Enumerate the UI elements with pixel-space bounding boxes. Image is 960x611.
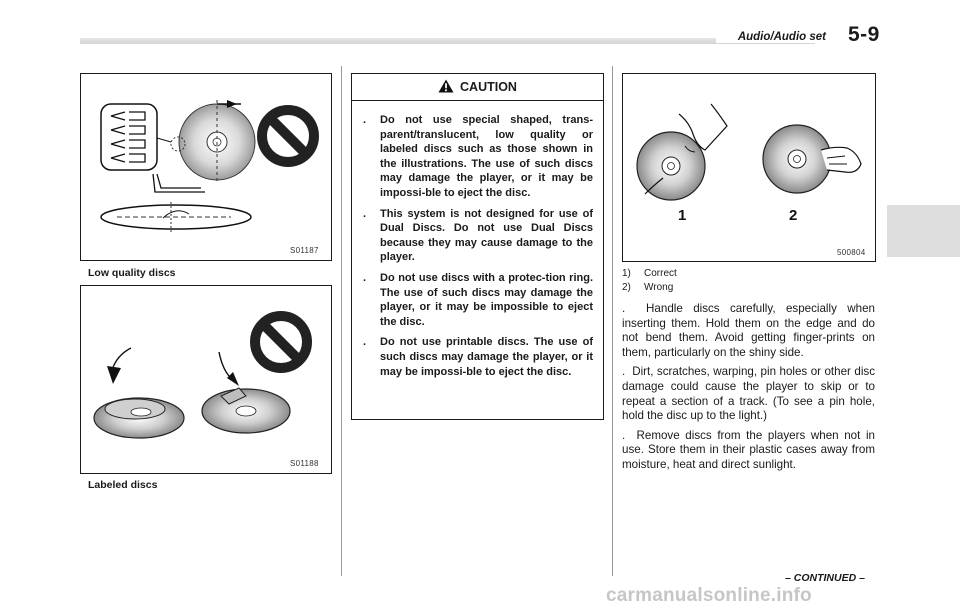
figure-code: S01188 bbox=[290, 459, 319, 468]
chapter-tab bbox=[887, 205, 960, 257]
body-paragraph-text: Remove discs from the players when not in use. Store them in their plastic cases away from moisture, heat and direct sunlight. bbox=[622, 428, 875, 471]
figure-label-2: 2 bbox=[789, 207, 798, 224]
caution-item-text: Do not use printable discs. The use of such discs may damage the player, or it may be impossi-ble to eject the disc. bbox=[380, 336, 593, 378]
bullet: . bbox=[363, 336, 367, 349]
body-paragraph-text: Handle discs carefully, especially when inserting them. Hold them on the edge and do not bend them. Avoid getting finger-prints on them, particularly on the shiny side. bbox=[622, 302, 875, 359]
legend-item bbox=[622, 267, 677, 281]
legend-number: 2) bbox=[622, 281, 631, 293]
legend-number: 1) bbox=[622, 268, 631, 279]
caution-box bbox=[351, 73, 604, 420]
caution-title: CAUTION bbox=[460, 80, 517, 94]
caution-list bbox=[352, 101, 603, 379]
body-text bbox=[622, 302, 875, 478]
body-paragraph bbox=[622, 302, 875, 360]
figure-labeled-discs bbox=[80, 285, 332, 474]
bullet: . bbox=[363, 271, 367, 284]
figure-caption: Low quality discs bbox=[88, 267, 176, 279]
body-paragraph-text: Dirt, scratches, warping, pin holes or other disc damage could cause the player to skip or to repeat a section of a track. (To see a pin hole, hold the disc up to the light.) bbox=[622, 365, 875, 423]
section-title: Audio/Audio set bbox=[716, 31, 830, 43]
disc-handling-illustration bbox=[623, 74, 875, 261]
caution-item-text: Do not use discs with a protec-tion ring. The use of such discs may damage the player, or it may be impossible to eject the disc. bbox=[380, 271, 593, 328]
bullet: . bbox=[622, 302, 626, 315]
page-number: 5-9 bbox=[848, 23, 880, 46]
header-rule bbox=[80, 38, 815, 44]
figure-caption: Labeled discs bbox=[88, 479, 158, 491]
caution-item bbox=[363, 113, 593, 201]
bullet: . bbox=[622, 365, 626, 379]
legend-text: Wrong bbox=[644, 281, 674, 293]
legend-text: Correct bbox=[644, 268, 677, 279]
bullet: . bbox=[363, 207, 367, 220]
column-divider bbox=[341, 66, 342, 576]
body-paragraph bbox=[622, 429, 875, 473]
column-divider bbox=[612, 66, 613, 576]
watermark-logo: carmanualsonline.info bbox=[606, 585, 812, 606]
figure-disc-handling bbox=[622, 73, 876, 262]
caution-item-text: Do not use special shaped, trans-parent/translucent, low quality or labeled discs such as those shown in the illustrations. The use of such discs may damage the player, or it may be impossi-ble to eject the disc. bbox=[380, 114, 593, 199]
labeled-disc-illustration bbox=[81, 286, 331, 473]
caution-header bbox=[352, 74, 603, 101]
caution-item bbox=[363, 335, 593, 379]
low-quality-disc-illustration bbox=[81, 74, 331, 260]
warning-icon bbox=[438, 76, 454, 102]
figure-code: S01187 bbox=[290, 246, 319, 255]
bullet: . bbox=[622, 428, 626, 442]
figure-low-quality-discs bbox=[80, 73, 332, 261]
caution-item bbox=[363, 207, 593, 265]
caution-item bbox=[363, 271, 593, 329]
bullet: . bbox=[363, 114, 367, 126]
continued-marker: – CONTINUED – bbox=[785, 572, 865, 584]
figure-legend bbox=[622, 267, 677, 294]
legend-item bbox=[622, 281, 677, 295]
figure-code: 500804 bbox=[837, 248, 866, 257]
figure-label-1: 1 bbox=[678, 207, 687, 224]
body-paragraph bbox=[622, 365, 875, 423]
caution-item-text: This system is not designed for use of Dual Discs. Do not use Dual Discs because they may cause damage to the player. bbox=[380, 207, 593, 264]
